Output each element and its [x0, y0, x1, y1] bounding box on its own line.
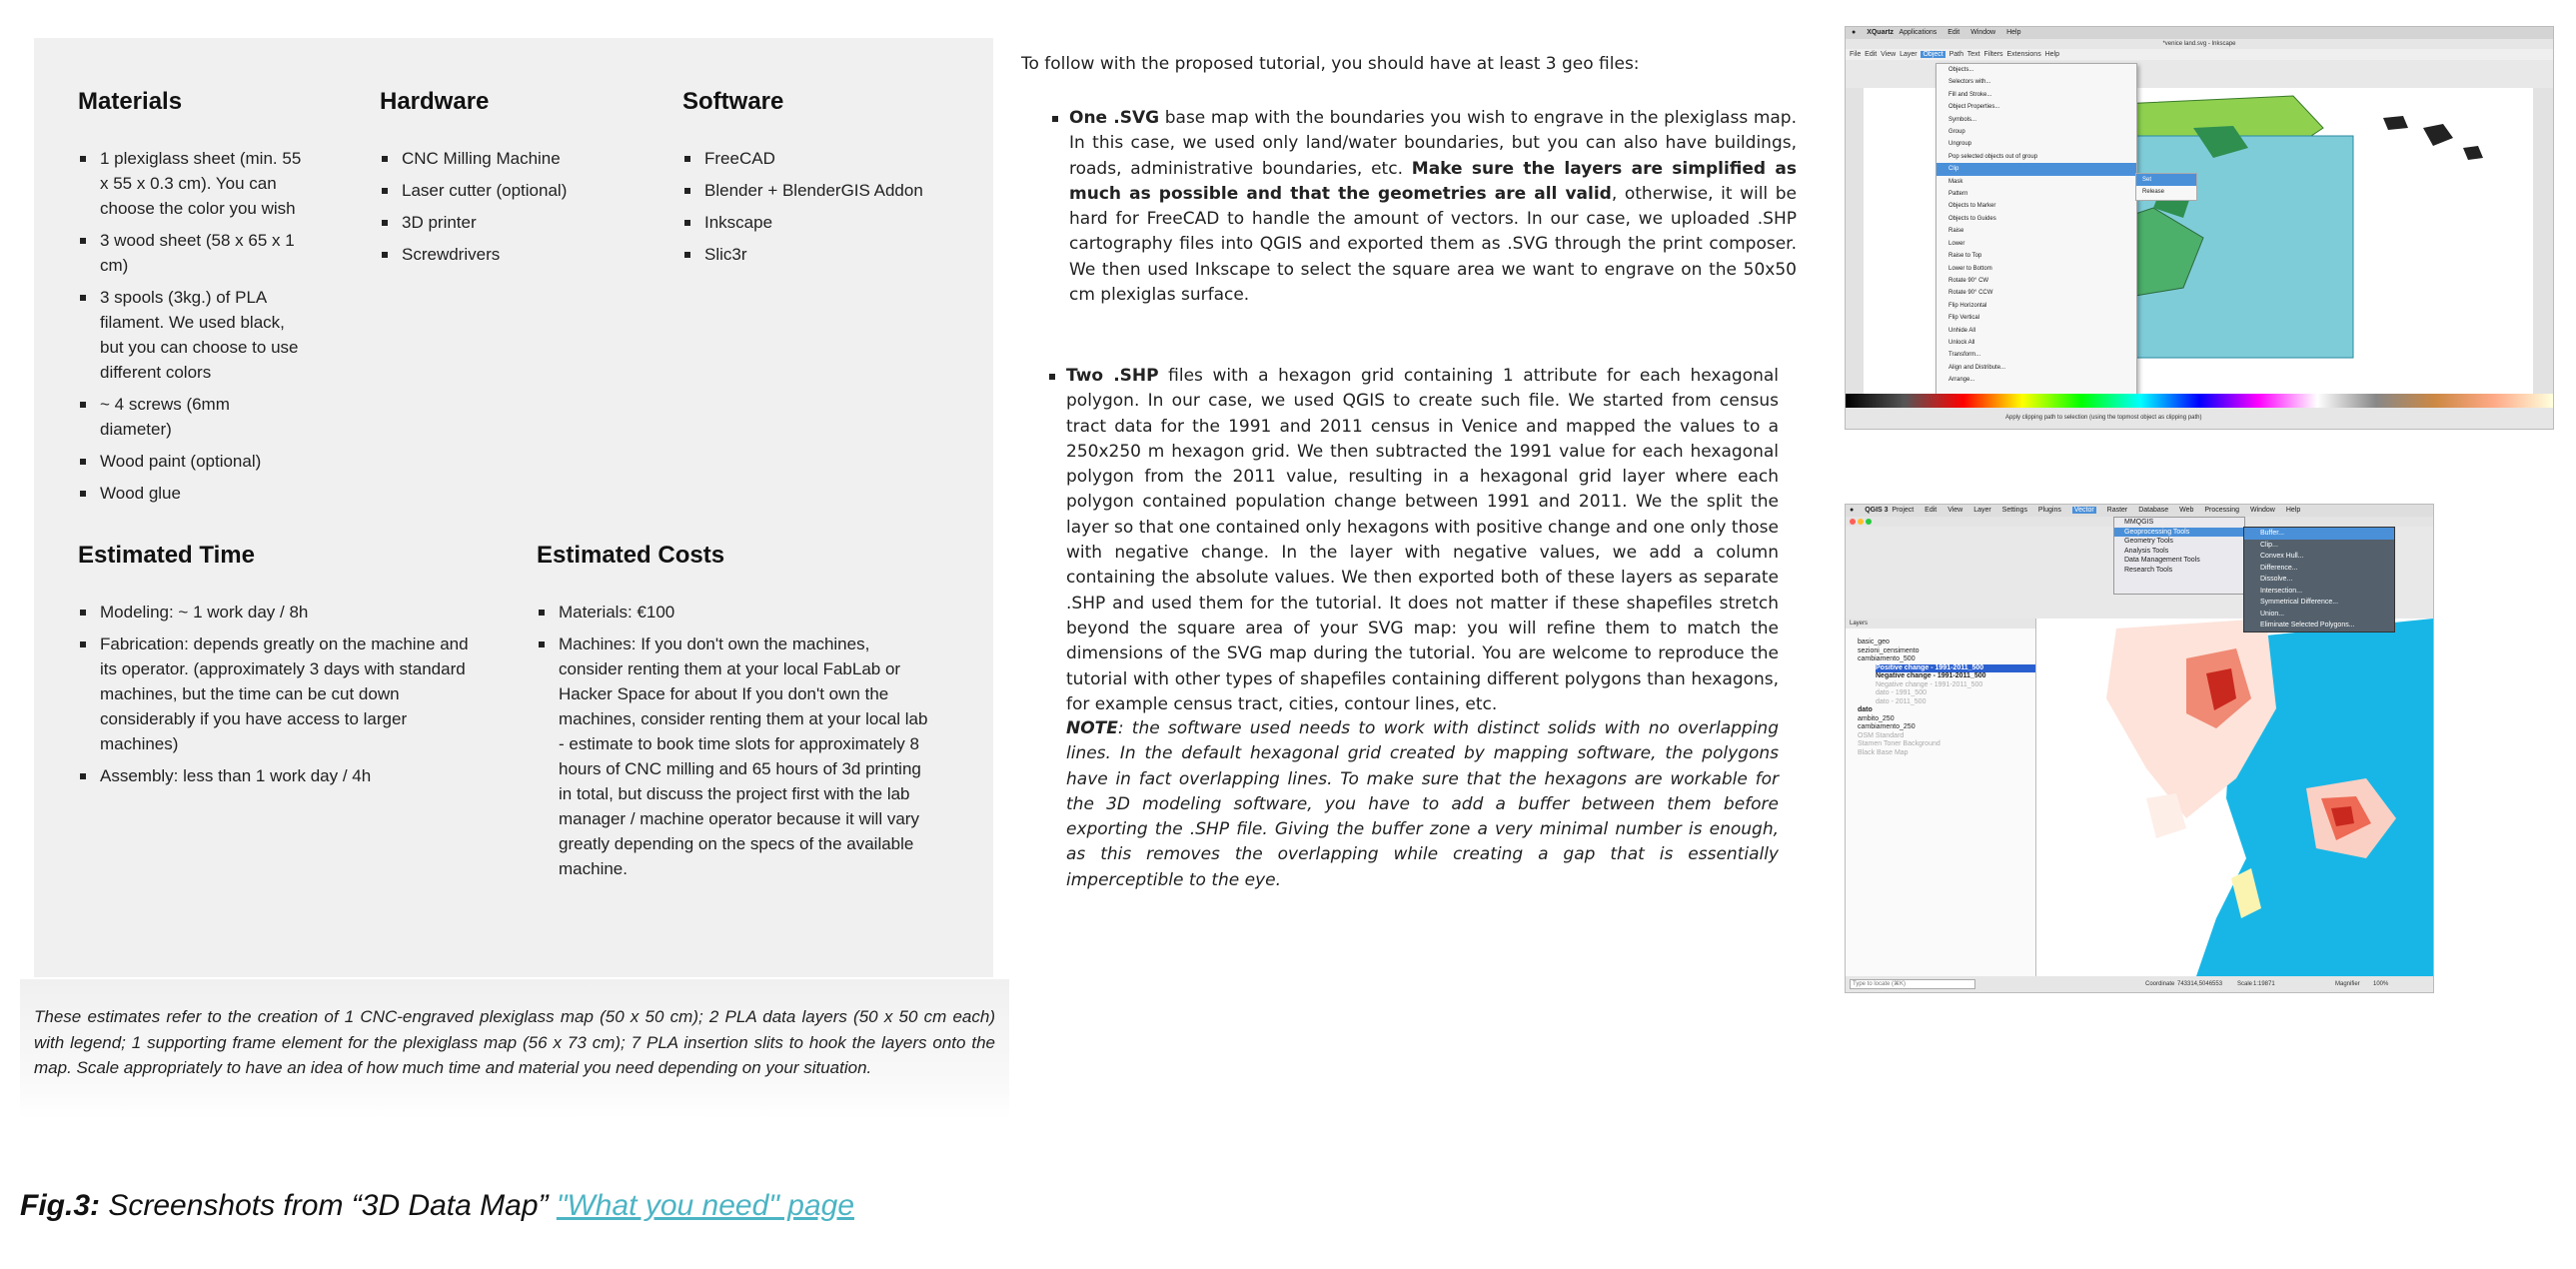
menubar-item[interactable]: Processing — [2204, 507, 2240, 514]
magnifier-label: Magnifier — [2335, 981, 2360, 987]
menu-option[interactable]: Arrange... — [1948, 377, 1975, 384]
submenu-item[interactable]: Clip... — [2260, 541, 2278, 549]
menubar-item[interactable]: Settings — [2001, 507, 2027, 514]
qgis-screenshot — [1845, 504, 2434, 993]
list-item: Slic3r — [682, 242, 972, 267]
menubar-item[interactable]: Database — [2138, 507, 2169, 514]
submenu-item[interactable]: Dissolve... — [2260, 576, 2293, 583]
menu-item[interactable]: Edit — [1865, 51, 1878, 58]
layer-item[interactable]: cambiamento_250 — [1858, 723, 1916, 730]
menu-option[interactable]: Pop selected objects out of group — [1948, 153, 2038, 160]
submenu-buffer[interactable]: Buffer... — [2244, 528, 2394, 540]
list-item: 3D printer — [380, 210, 649, 235]
menu-option[interactable]: Align and Distribute... — [1948, 364, 2006, 371]
hardware-heading: Hardware — [380, 88, 490, 115]
layer-item[interactable]: basic_geo — [1858, 638, 1890, 645]
note-text: : the software used needs to work with distinct solids with no overlapping lines. In the default hexagonal grid created by mapping software, the polygons have in fact overlapping lines. To make sure that the hexagons are workable for the 3D modeling software, you have to add a buffer between them before exporting the .SHP file. Giving the buffer zone a very minimal number is enough, as this removes the overlapping while creating a gap that is essentially imperceptible to the eye. — [1066, 718, 1779, 890]
time-heading: Estimated Time — [78, 542, 255, 569]
menubar-item[interactable]: Layer — [1973, 507, 1991, 514]
menu-option-clip[interactable]: Clip — [1936, 163, 2136, 175]
menu-item[interactable]: View — [1881, 51, 1897, 58]
app-menubar — [1846, 49, 2553, 60]
menu-option[interactable]: Symbols... — [1948, 116, 1977, 123]
materials-section — [78, 88, 348, 513]
menu-item[interactable]: Path — [1948, 51, 1963, 58]
list-item: ~ 4 screws (6mm diameter) — [78, 392, 306, 442]
shp-text: files with a hexagon grid containing 1 attribute for each hexagonal polygon. In our case, we used QGIS to create such file. We started from census tract data for the 1991 and 2011 census in Venice and mapped the values to a 250x250 m hexagon grid. We then subtracted the 1991 value for each hexagonal polygon from the 2011 value, resulting in a hexagonal grid layer where each polygon contained population change between 1991 and 2011. We the split the layer so that one contained only hexagons with positive change and one only those with negative change. In the layer with negative values, we add a column containing the absolute values. We then exported both of these layers as separate .SHP and used them for the tutorial. It does not matter if these shapefiles stretch beyond the square area of your SVG map: you will refine them to match the dimensions of the SVG map during the tutorial. You are welcome to reproduce the tutorial with other types of shapefiles containing different polygons than hexagons, for example census tract, cities, contour lines, etc. — [1066, 366, 1779, 714]
figure-caption — [20, 1189, 854, 1223]
color-palette[interactable] — [1846, 394, 2553, 408]
menubar-item-vector[interactable]: Vector — [2073, 507, 2094, 514]
menu-option[interactable]: Group — [1948, 129, 1965, 136]
geoprocessing-submenu — [2243, 527, 2395, 633]
figure-number: Fig.3: — [20, 1189, 100, 1222]
submenu-set[interactable]: Set — [2136, 174, 2196, 186]
shp-note — [1066, 716, 1779, 893]
list-item: 1 plexiglass sheet (min. 55 x 55 x 0.3 cm). You can choose the color you wish — [78, 146, 306, 221]
clip-submenu — [2135, 173, 2197, 201]
qgis-menubar — [1846, 505, 2433, 517]
submenu-item[interactable]: Eliminate Selected Polygons... — [2260, 622, 2355, 629]
menu-option[interactable]: Rotate 90° CW — [1948, 277, 1989, 284]
estimates-note: These estimates refer to the creation of 1 CNC-engraved plexiglass map (50 x 50 cm); 2 PLA data layers (50 x 50 cm each) with legend; 1 supporting frame element for the plexiglass map (56 x 73 cm); 7 PLA insertion slits to hook the layers onto the map. Scale appropriately to have an idea of how much time and material you need depending on your situation. — [34, 1007, 995, 1077]
list-item: CNC Milling Machine — [380, 146, 649, 171]
scale-label: Scale — [2237, 981, 2253, 987]
maximize-icon[interactable] — [1866, 519, 1872, 525]
hardware-list — [380, 146, 649, 267]
menubar-item[interactable]: Project — [1892, 507, 1915, 514]
menu-option[interactable]: Flip Horizontal — [1948, 302, 1987, 309]
menu-item[interactable]: Filters — [1983, 51, 2003, 58]
submenu-item[interactable]: Intersection... — [2260, 587, 2303, 595]
close-icon[interactable] — [1850, 519, 1856, 525]
menubar-item[interactable]: Plugins — [2037, 507, 2061, 514]
layer-item[interactable]: Negative change - 1991-2011_500 — [1876, 672, 1986, 679]
software-heading: Software — [682, 88, 784, 115]
hardware-section — [380, 88, 649, 274]
hexagon-map — [2036, 619, 2433, 976]
layer-item[interactable]: OSM Standard — [1858, 731, 1905, 739]
tool-palette — [1846, 88, 1864, 394]
inkscape-screenshot — [1845, 26, 2554, 430]
submenu-item[interactable]: Convex Hull... — [2260, 553, 2304, 560]
list-item: Assembly: less than 1 work day / 4h — [78, 763, 470, 788]
layers-panel — [1846, 619, 2036, 976]
menu-option[interactable]: Lower — [1948, 240, 1965, 247]
window-title: *venice land.svg - Inkscape — [1846, 39, 2553, 49]
object-menu — [1935, 63, 2137, 401]
menubar-item[interactable]: Window — [2249, 507, 2275, 514]
vector-menu-item[interactable]: Data Management Tools — [2124, 557, 2200, 564]
menu-option[interactable]: Raise — [1948, 228, 1964, 235]
layer-item[interactable]: cambiamento_500 — [1858, 655, 1916, 662]
magnifier-value[interactable]: 100% — [2373, 981, 2389, 987]
materials-list — [78, 146, 306, 506]
list-item: FreeCAD — [682, 146, 972, 171]
menubar-item[interactable]: Raster — [2106, 507, 2128, 514]
menu-option[interactable]: Pattern — [1948, 191, 1968, 198]
svg-file-item — [1069, 106, 1797, 308]
layers-title: Layers — [1846, 619, 2035, 629]
intro-text: To follow with the proposed tutorial, you should have at least 3 geo files: — [1021, 54, 1640, 74]
menu-option[interactable]: Raise to Top — [1948, 253, 1982, 260]
list-item: Inkscape — [682, 210, 972, 235]
minimize-icon[interactable] — [1858, 519, 1864, 525]
coordinate-value[interactable]: 743314,5046553 — [2177, 981, 2223, 987]
menubar-item[interactable]: QGIS 3 — [1865, 507, 1889, 514]
time-section — [78, 542, 498, 795]
layers-tree — [1846, 629, 2035, 757]
list-item: 3 spools (3kg.) of PLA filament. We used black, but you can choose to use different colors — [78, 285, 306, 385]
menu-option[interactable]: Unlock All — [1948, 339, 1975, 346]
menu-option[interactable]: Lower to Bottom — [1948, 265, 1992, 272]
menu-option[interactable]: Rotate 90° CCW — [1948, 290, 1993, 297]
layer-item[interactable]: ambito_250 — [1858, 714, 1895, 722]
layer-item[interactable]: Black Base Map — [1858, 748, 1909, 756]
costs-section — [537, 542, 956, 888]
menubar-item[interactable]: Applications — [1899, 29, 1937, 36]
costs-list — [537, 600, 928, 881]
menu-option[interactable]: Transform... — [1948, 352, 1981, 359]
vector-menu-item[interactable]: Geometry Tools — [2124, 538, 2173, 545]
time-list — [78, 600, 470, 788]
list-item: Laser cutter (optional) — [380, 178, 649, 203]
list-item: Machines: If you don't own the machines, consider renting them at your local FabLab or Hacker Space for about If you don't own the machines, consider renting them at your local lab - estimate to book time slots for approximately 8 hours of CNC milling and 65 hours of 3d printing in total, but discuss the project first with the lab manager / machine operator because it will vary greatly depending on the specs of the available machine. — [537, 632, 928, 881]
menubar-item[interactable]: XQuartz — [1867, 29, 1895, 36]
list-item: Materials: €100 — [537, 600, 928, 625]
software-list — [682, 146, 972, 267]
layer-item[interactable]: Negative change - 1991-2011_500 — [1876, 680, 1983, 688]
apple-icon: ● — [1850, 507, 1855, 514]
menubar-item[interactable]: View — [1947, 507, 1963, 514]
menu-option[interactable]: Fill and Stroke... — [1948, 91, 1992, 98]
apple-icon: ● — [1852, 29, 1857, 36]
materials-heading: Materials — [78, 88, 183, 115]
list-item: Screwdrivers — [380, 242, 649, 267]
layer-item[interactable]: dato - 2011_500 — [1876, 697, 1927, 705]
note-label: NOTE — [1066, 718, 1118, 738]
menu-item[interactable]: Layer — [1900, 51, 1918, 58]
shp-file-item — [1066, 364, 1779, 717]
vector-menu-item-geoprocessing[interactable]: Geoprocessing Tools — [2114, 528, 2244, 538]
menu-option[interactable]: Selectors with... — [1948, 79, 1991, 86]
list-item: Blender + BlenderGIS Addon — [682, 178, 972, 203]
vector-menu — [2113, 517, 2245, 595]
menu-option[interactable]: Flip Vertical — [1948, 315, 1980, 322]
costs-heading: Estimated Costs — [537, 542, 725, 569]
menu-item[interactable]: Help — [2044, 51, 2059, 58]
map-canvas[interactable] — [2036, 619, 2433, 976]
list-item: Modeling: ~ 1 work day / 8h — [78, 600, 470, 625]
menubar-item[interactable]: Edit — [1947, 29, 1960, 36]
menu-option[interactable]: Object Properties... — [1948, 104, 2000, 111]
layer-item[interactable]: sezioni_censimento — [1858, 646, 1920, 654]
layer-item[interactable]: dato — [1858, 706, 1873, 713]
list-item: Wood paint (optional) — [78, 449, 306, 474]
vector-menu-item[interactable]: MMQGIS — [2124, 519, 2154, 526]
layer-item[interactable]: dato - 1991_500 — [1876, 689, 1927, 696]
menu-item[interactable]: Text — [1966, 51, 1980, 58]
menubar-item[interactable]: Web — [2179, 507, 2194, 514]
svg-lead: One .SVG — [1069, 108, 1160, 128]
list-item: Fabrication: depends greatly on the machine and its operator. (approximately 3 days with standard machines, but the time can be cut down considerably if you have access to larger machines) — [78, 632, 470, 756]
list-item: Wood glue — [78, 481, 306, 506]
submenu-release[interactable]: Release — [2142, 189, 2165, 195]
layer-item[interactable]: Stamen Toner Background — [1858, 740, 1940, 747]
menu-option[interactable]: Objects... — [1948, 67, 1974, 73]
status-bar: Apply clipping path to selection (using the topmost object as clipping path) — [1846, 408, 2553, 429]
software-section — [682, 88, 972, 274]
menu-option[interactable]: Unhide All — [1948, 327, 1976, 334]
what-you-need-link[interactable]: "What you need" page — [556, 1189, 854, 1222]
menubar-item[interactable]: Edit — [1925, 507, 1937, 514]
qgis-status-bar — [1846, 976, 2433, 992]
submenu-item[interactable]: Union... — [2260, 610, 2285, 618]
menu-option[interactable]: Objects to Marker — [1948, 203, 1996, 210]
menubar-item[interactable]: Help — [2006, 29, 2021, 36]
menu-item[interactable]: Extensions — [2006, 51, 2041, 58]
scale-value[interactable]: 1:19871 — [2253, 981, 2275, 987]
mac-menubar — [1846, 27, 2553, 39]
menu-item-object[interactable]: Object — [1923, 51, 1943, 58]
svg-bold: Make sure the layers are simplified as much as possible and that the geometries are all valid — [1069, 158, 1797, 204]
coordinate-label: Coordinate — [2145, 981, 2175, 987]
menu-option[interactable]: Mask — [1948, 178, 1963, 185]
menu-item[interactable]: File — [1850, 51, 1862, 58]
submenu-item[interactable]: Symmetrical Difference... — [2260, 599, 2339, 606]
layer-item-selected[interactable]: Positive change - 1991-2011_500 — [1876, 664, 2035, 673]
menubar-item[interactable]: Help — [2285, 507, 2301, 514]
menu-option[interactable]: Objects to Guides — [1948, 215, 1996, 222]
list-item: 3 wood sheet (58 x 65 x 1 cm) — [78, 228, 306, 278]
vector-menu-item[interactable]: Analysis Tools — [2124, 547, 2169, 555]
right-toolbar — [2533, 88, 2553, 394]
caption-text: Screenshots from “3D Data Map” — [100, 1189, 557, 1222]
locate-input[interactable] — [1850, 979, 1975, 989]
menubar-item[interactable]: Window — [1970, 29, 1996, 36]
menu-option[interactable]: Ungroup — [1948, 141, 1972, 148]
vector-menu-item[interactable]: Research Tools — [2124, 566, 2173, 574]
submenu-item[interactable]: Difference... — [2260, 564, 2298, 572]
shp-lead: Two .SHP — [1066, 366, 1159, 386]
